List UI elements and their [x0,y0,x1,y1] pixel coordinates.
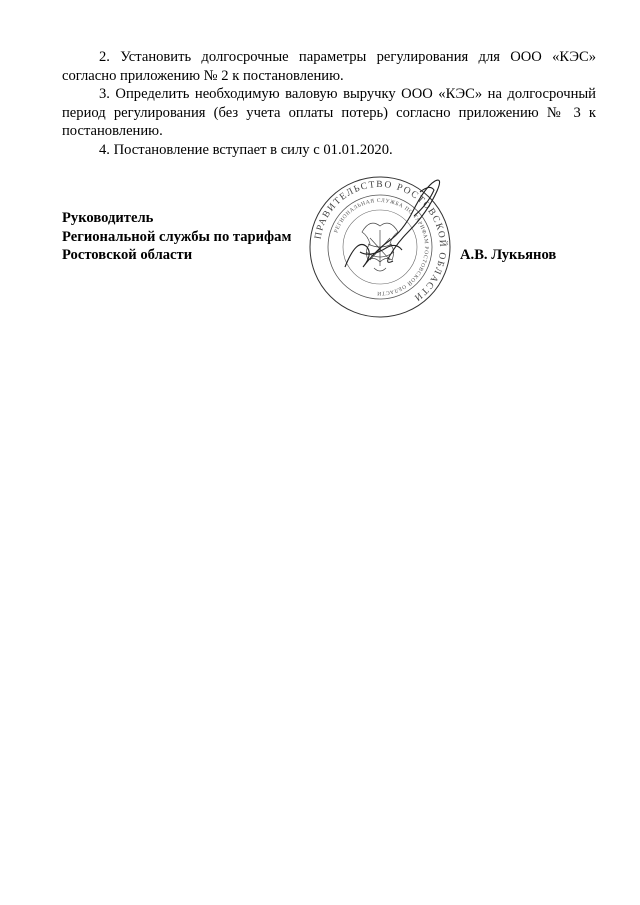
signer-position-line-1: Руководитель [62,210,154,226]
signer-position-line-2: Региональной службы по тарифам [62,228,292,245]
paragraph-item-2: 2. Установить долгосрочные параметры регулирования для ООО «КЭС» согласно приложению № 2 к постановлению. [62,49,596,84]
decree-body [62,48,596,159]
seal-inner-text: РЕГИОНАЛЬНАЯ СЛУЖБА ПО ТАРИФАМ РОСТОВСКОЙ ОБЛАСТИ [333,197,430,297]
paragraph-item-4: 4. Постановление вступает в силу с 01.01.2020. [99,141,393,158]
official-seal-stamp [300,172,460,322]
signer-name: А.В. Лукьянов [460,247,557,263]
seal-ring-text: ПРАВИТЕЛЬСТВО РОСТОВСКОЙ ОБЛАСТИ [313,179,448,303]
signer-position-line-3: Ростовской области [62,247,193,263]
paragraph-item-3: 3. Определить необходимую валовую выручку ООО «КЭС» на долгосрочный период регулирования (без учета оплаты потерь) согласно приложению № 3 к постановлению. [62,86,596,139]
